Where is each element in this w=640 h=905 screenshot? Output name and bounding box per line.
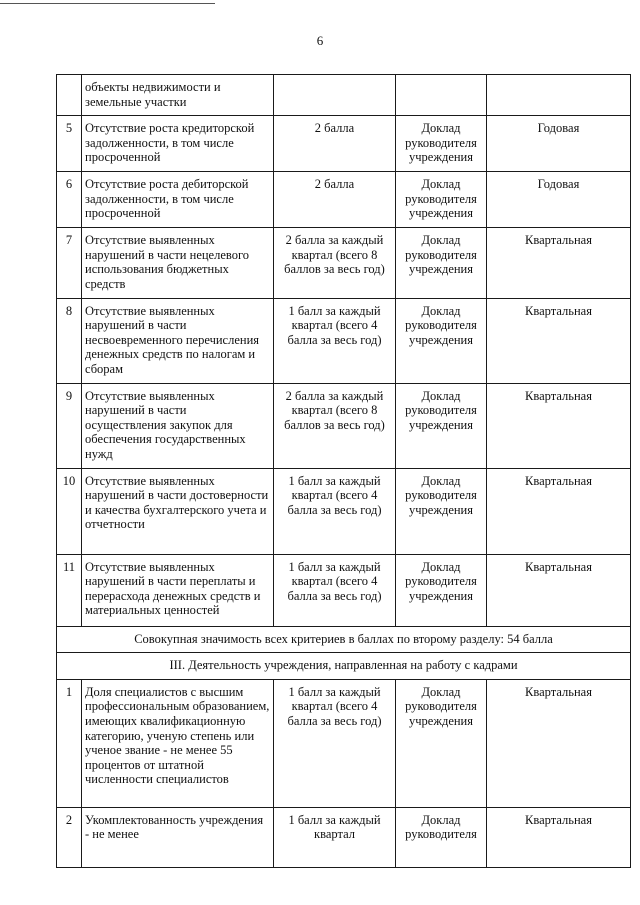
source-cell: Доклад руководителя учреждения	[396, 298, 487, 383]
section-heading-row	[57, 653, 631, 680]
points-cell: 1 балл за каждый квартал (всего 4 балла за весь год)	[274, 679, 396, 807]
period-cell: Квартальная	[487, 468, 631, 554]
criterion-cell: Отсутствие роста дебиторской задолженности, в том числе просроченной	[82, 172, 274, 228]
table-row	[57, 807, 631, 867]
criteria-table	[56, 74, 631, 868]
points-cell: 1 балл за каждый квартал (всего 4 балла за весь год)	[274, 298, 396, 383]
criterion-cell: Отсутствие выявленных нарушений в части достоверности и качества бухгалтерского учета и отчетности	[82, 468, 274, 554]
period-cell: Квартальная	[487, 679, 631, 807]
table-row	[57, 554, 631, 626]
criterion-cell: Отсутствие выявленных нарушений в части осуществления закупок для обеспечения государственных нужд	[82, 383, 274, 468]
points-cell	[274, 75, 396, 116]
table-row	[57, 116, 631, 172]
table-row	[57, 75, 631, 116]
points-cell: 1 балл за каждый квартал (всего 4 балла за весь год)	[274, 468, 396, 554]
criterion-cell: Отсутствие выявленных нарушений в части переплаты и перерасхода денежных средств и материальных ценностей	[82, 554, 274, 626]
source-cell: Доклад руководителя учреждения	[396, 468, 487, 554]
row-number: 5	[57, 116, 82, 172]
row-number	[57, 75, 82, 116]
row-number: 10	[57, 468, 82, 554]
table-row	[57, 172, 631, 228]
source-cell: Доклад руководителя учреждения	[396, 116, 487, 172]
criterion-cell: Доля специалистов с высшим профессиональным образованием, имеющих квалификационную категорию, ученую степень или ученое звание - не менее 55 процентов от штатной численности специалистов	[82, 679, 274, 807]
points-cell: 2 балла	[274, 172, 396, 228]
criterion-cell: Отсутствие выявленных нарушений в части несвоевременного перечисления денежных средств по налогам и сборам	[82, 298, 274, 383]
source-cell: Доклад руководителя учреждения	[396, 172, 487, 228]
period-cell: Годовая	[487, 172, 631, 228]
row-number: 11	[57, 554, 82, 626]
criterion-cell: Укомплектованность учреждения - не менее	[82, 807, 274, 867]
criterion-cell: Отсутствие выявленных нарушений в части нецелевого использования бюджетных средств	[82, 228, 274, 298]
source-cell	[396, 75, 487, 116]
criterion-cell: Отсутствие роста кредиторской задолженности, в том числе просроченной	[82, 116, 274, 172]
section-total: Совокупная значимость всех критериев в баллах по второму разделу: 54 балла	[57, 626, 631, 653]
page-number: 6	[316, 33, 324, 48]
period-cell: Квартальная	[487, 228, 631, 298]
source-cell: Доклад руководителя учреждения	[396, 228, 487, 298]
row-number: 2	[57, 807, 82, 867]
section-total-row	[57, 626, 631, 653]
points-cell: 2 балла	[274, 116, 396, 172]
row-number: 9	[57, 383, 82, 468]
period-cell: Квартальная	[487, 554, 631, 626]
table-row	[57, 383, 631, 468]
period-cell: Годовая	[487, 116, 631, 172]
table-row	[57, 468, 631, 554]
period-cell: Квартальная	[487, 298, 631, 383]
section-heading: III. Деятельность учреждения, направленная на работу с кадрами	[57, 653, 631, 680]
table-row	[57, 228, 631, 298]
points-cell: 2 балла за каждый квартал (всего 8 баллов за весь год)	[274, 383, 396, 468]
criterion-cell: объекты недвижимости и земельные участки	[82, 75, 274, 116]
points-cell: 1 балл за каждый квартал	[274, 807, 396, 867]
points-cell: 1 балл за каждый квартал (всего 4 балла за весь год)	[274, 554, 396, 626]
period-cell: Квартальная	[487, 807, 631, 867]
row-number: 1	[57, 679, 82, 807]
row-number: 8	[57, 298, 82, 383]
table-row	[57, 298, 631, 383]
top-rule	[0, 3, 215, 4]
period-cell	[487, 75, 631, 116]
source-cell: Доклад руководителя учреждения	[396, 554, 487, 626]
source-cell: Доклад руководителя	[396, 807, 487, 867]
table-row	[57, 679, 631, 807]
row-number: 7	[57, 228, 82, 298]
row-number: 6	[57, 172, 82, 228]
source-cell: Доклад руководителя учреждения	[396, 383, 487, 468]
source-cell: Доклад руководителя учреждения	[396, 679, 487, 807]
points-cell: 2 балла за каждый квартал (всего 8 баллов за весь год)	[274, 228, 396, 298]
period-cell: Квартальная	[487, 383, 631, 468]
